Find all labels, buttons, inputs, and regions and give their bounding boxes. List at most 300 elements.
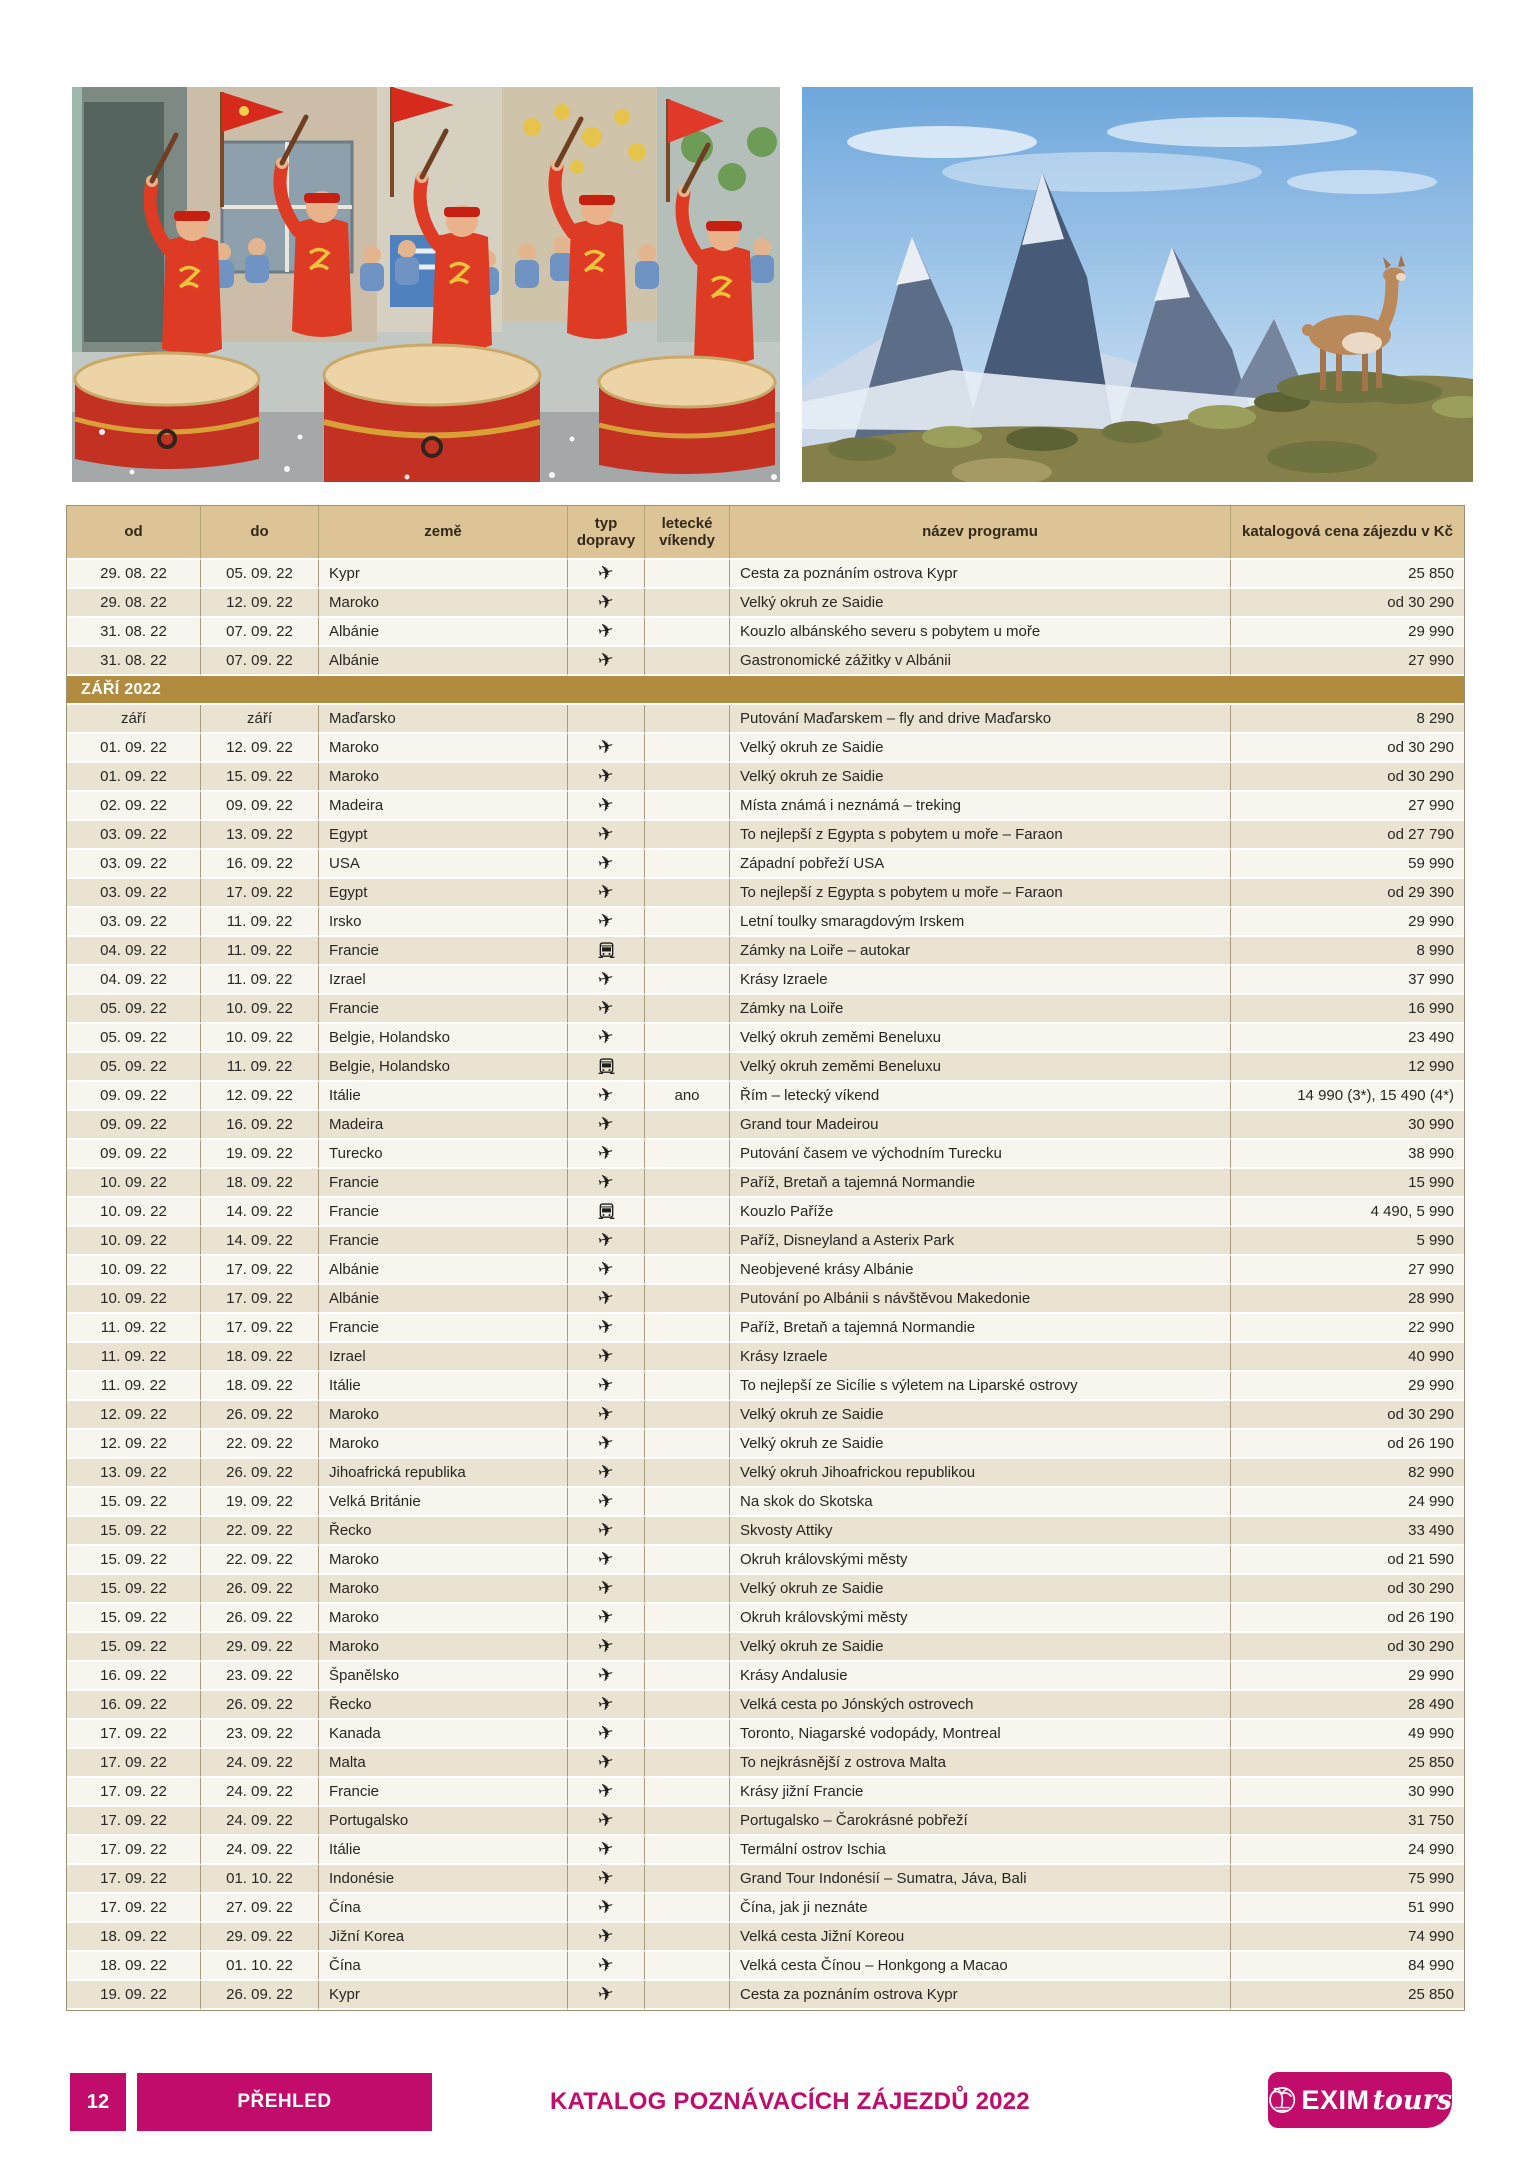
air-weekend-cell bbox=[645, 1662, 730, 1691]
bus-icon bbox=[597, 1057, 616, 1076]
logo-text-tours: tours bbox=[1372, 2084, 1452, 2116]
country-cell: Albánie bbox=[319, 647, 568, 676]
air-weekend-cell bbox=[645, 705, 730, 734]
airplane-icon: ✈ bbox=[595, 1285, 616, 1311]
air-weekend-cell bbox=[645, 1053, 730, 1082]
tour-row bbox=[67, 1836, 1464, 1865]
date-to-cell: 26. 09. 22 bbox=[201, 1691, 319, 1720]
date-to-cell: 17. 09. 22 bbox=[201, 1285, 319, 1314]
date-from-cell: 10. 09. 22 bbox=[67, 1169, 201, 1198]
transport-cell bbox=[568, 705, 645, 734]
date-to-cell: 18. 09. 22 bbox=[201, 1169, 319, 1198]
country-cell: Portugalsko bbox=[319, 1807, 568, 1836]
tour-row bbox=[67, 1169, 1464, 1198]
date-from-cell: 17. 09. 22 bbox=[67, 1720, 201, 1749]
air-weekend-cell bbox=[645, 560, 730, 589]
date-to-cell: 12. 09. 22 bbox=[201, 589, 319, 618]
price-cell: 8 990 bbox=[1231, 937, 1464, 966]
price-cell: 16 990 bbox=[1231, 995, 1464, 1024]
tour-row bbox=[67, 1517, 1464, 1546]
price-cell: 29 990 bbox=[1231, 618, 1464, 647]
transport-cell bbox=[568, 1082, 645, 1111]
air-weekend-cell bbox=[645, 734, 730, 763]
tours-table-body bbox=[67, 560, 1464, 2010]
air-weekend-cell bbox=[645, 1633, 730, 1662]
country-cell: Maroko bbox=[319, 1604, 568, 1633]
airplane-icon: ✈ bbox=[595, 1720, 616, 1746]
country-cell: Egypt bbox=[319, 821, 568, 850]
date-to-cell: 12. 09. 22 bbox=[201, 734, 319, 763]
date-from-cell: 11. 09. 22 bbox=[67, 1372, 201, 1401]
date-from-cell: 29. 08. 22 bbox=[67, 589, 201, 618]
date-to-cell: 22. 09. 22 bbox=[201, 1517, 319, 1546]
program-name-cell: Okruh královskými městy bbox=[730, 1604, 1231, 1633]
transport-cell bbox=[568, 1894, 645, 1923]
date-from-cell: 17. 09. 22 bbox=[67, 1894, 201, 1923]
transport-cell bbox=[568, 734, 645, 763]
date-from-cell: 17. 09. 22 bbox=[67, 1865, 201, 1894]
program-name-cell: Grand Tour Indonésií – Sumatra, Jáva, Bali bbox=[730, 1865, 1231, 1894]
price-cell: 33 490 bbox=[1231, 1517, 1464, 1546]
program-name-cell: Řím – letecký víkend bbox=[730, 1082, 1231, 1111]
air-weekend-cell bbox=[645, 1836, 730, 1865]
price-cell: od 29 390 bbox=[1231, 879, 1464, 908]
country-cell: Maroko bbox=[319, 1430, 568, 1459]
program-name-cell: Toronto, Niagarské vodopády, Montreal bbox=[730, 1720, 1231, 1749]
month-section-row bbox=[67, 676, 1464, 705]
air-weekend-cell bbox=[645, 1024, 730, 1053]
date-from-cell: 17. 09. 22 bbox=[67, 1749, 201, 1778]
transport-cell bbox=[568, 1372, 645, 1401]
program-name-cell: Termální ostrov Ischia bbox=[730, 1836, 1231, 1865]
tour-row bbox=[67, 1343, 1464, 1372]
air-weekend-cell bbox=[645, 1517, 730, 1546]
country-cell: Maroko bbox=[319, 734, 568, 763]
tour-row bbox=[67, 879, 1464, 908]
country-cell: Malta bbox=[319, 1749, 568, 1778]
date-from-cell: 10. 09. 22 bbox=[67, 1285, 201, 1314]
date-from-cell: 09. 09. 22 bbox=[67, 1082, 201, 1111]
program-name-cell: Velký okruh Jihoafrickou republikou bbox=[730, 1459, 1231, 1488]
date-to-cell: 11. 09. 22 bbox=[201, 966, 319, 995]
date-from-cell: 12. 09. 22 bbox=[67, 1401, 201, 1430]
airplane-icon: ✈ bbox=[595, 1662, 616, 1688]
tour-row bbox=[67, 908, 1464, 937]
drums-group bbox=[75, 345, 775, 482]
date-to-cell: 23. 09. 22 bbox=[201, 1662, 319, 1691]
transport-cell bbox=[568, 618, 645, 647]
date-from-cell: 01. 09. 22 bbox=[67, 734, 201, 763]
program-name-cell: Letní toulky smaragdovým Irskem bbox=[730, 908, 1231, 937]
air-weekend-cell bbox=[645, 821, 730, 850]
program-name-cell: Paříž, Bretaň a tajemná Normandie bbox=[730, 1169, 1231, 1198]
air-weekend-cell bbox=[645, 1691, 730, 1720]
date-to-cell: 17. 09. 22 bbox=[201, 879, 319, 908]
country-cell: Albánie bbox=[319, 1285, 568, 1314]
air-weekend-cell bbox=[645, 618, 730, 647]
price-cell: 30 990 bbox=[1231, 1778, 1464, 1807]
tour-row bbox=[67, 995, 1464, 1024]
date-to-cell: 27. 09. 22 bbox=[201, 1894, 319, 1923]
date-from-cell: 10. 09. 22 bbox=[67, 1198, 201, 1227]
airplane-icon: ✈ bbox=[595, 1952, 616, 1978]
column-header-transport-type: typ dopravy bbox=[568, 506, 645, 560]
transport-cell bbox=[568, 1952, 645, 1981]
tour-row bbox=[67, 1604, 1464, 1633]
date-to-cell: 29. 09. 22 bbox=[201, 1923, 319, 1952]
month-section-header: ZÁŘÍ 2022 bbox=[67, 676, 1464, 705]
price-cell: 25 850 bbox=[1231, 560, 1464, 589]
transport-cell bbox=[568, 560, 645, 589]
date-to-cell: 09. 09. 22 bbox=[201, 792, 319, 821]
date-from-cell: 04. 09. 22 bbox=[67, 966, 201, 995]
country-cell: Francie bbox=[319, 1778, 568, 1807]
program-name-cell: Velký okruh ze Saidie bbox=[730, 1575, 1231, 1604]
transport-cell bbox=[568, 1604, 645, 1633]
country-cell: Čína bbox=[319, 1952, 568, 1981]
price-cell: 29 990 bbox=[1231, 1372, 1464, 1401]
airplane-icon: ✈ bbox=[595, 1256, 616, 1282]
tour-row bbox=[67, 1546, 1464, 1575]
airplane-icon: ✈ bbox=[595, 1343, 616, 1369]
transport-cell bbox=[568, 1285, 645, 1314]
date-from-cell: 05. 09. 22 bbox=[67, 1053, 201, 1082]
price-cell: 29 990 bbox=[1231, 908, 1464, 937]
air-weekend-cell bbox=[645, 1488, 730, 1517]
airplane-icon: ✈ bbox=[595, 995, 616, 1021]
price-cell: 28 490 bbox=[1231, 1691, 1464, 1720]
tour-row bbox=[67, 1256, 1464, 1285]
tour-row bbox=[67, 937, 1464, 966]
tour-row bbox=[67, 589, 1464, 618]
date-from-cell: 02. 09. 22 bbox=[67, 792, 201, 821]
date-to-cell: 18. 09. 22 bbox=[201, 1372, 319, 1401]
program-name-cell: Velký okruh ze Saidie bbox=[730, 589, 1231, 618]
column-header-country: země bbox=[319, 506, 568, 560]
country-cell: Španělsko bbox=[319, 1662, 568, 1691]
airplane-icon: ✈ bbox=[595, 821, 616, 847]
country-cell: Francie bbox=[319, 1227, 568, 1256]
airplane-icon: ✈ bbox=[595, 647, 616, 673]
tour-row bbox=[67, 1372, 1464, 1401]
air-weekend-cell bbox=[645, 1343, 730, 1372]
transport-cell bbox=[568, 1227, 645, 1256]
country-cell: Indonésie bbox=[319, 1865, 568, 1894]
transport-cell bbox=[568, 1865, 645, 1894]
country-cell: Řecko bbox=[319, 1691, 568, 1720]
price-cell: 25 850 bbox=[1231, 1981, 1464, 2010]
program-name-cell: Velký okruh zeměmi Beneluxu bbox=[730, 1024, 1231, 1053]
transport-cell bbox=[568, 1807, 645, 1836]
price-cell: 31 750 bbox=[1231, 1807, 1464, 1836]
airplane-icon: ✈ bbox=[595, 1923, 616, 1949]
date-from-cell: 31. 08. 22 bbox=[67, 647, 201, 676]
program-name-cell: Kouzlo albánského severu s pobytem u moře bbox=[730, 618, 1231, 647]
tour-row bbox=[67, 1024, 1464, 1053]
transport-cell bbox=[568, 792, 645, 821]
price-cell: 51 990 bbox=[1231, 1894, 1464, 1923]
country-cell: Čína bbox=[319, 1894, 568, 1923]
program-name-cell: Krásy jižní Francie bbox=[730, 1778, 1231, 1807]
program-name-cell: To nejlepší z Egypta s pobytem u moře – Faraon bbox=[730, 821, 1231, 850]
date-from-cell: 03. 09. 22 bbox=[67, 850, 201, 879]
airplane-icon: ✈ bbox=[595, 763, 616, 789]
air-weekend-cell bbox=[645, 1923, 730, 1952]
airplane-icon: ✈ bbox=[595, 1749, 616, 1775]
price-cell: 8 290 bbox=[1231, 705, 1464, 734]
tour-row bbox=[67, 850, 1464, 879]
tour-row bbox=[67, 1807, 1464, 1836]
air-weekend-cell bbox=[645, 1459, 730, 1488]
date-from-cell: 16. 09. 22 bbox=[67, 1662, 201, 1691]
country-cell: Maroko bbox=[319, 589, 568, 618]
price-cell: 75 990 bbox=[1231, 1865, 1464, 1894]
program-name-cell: Zámky na Loiře bbox=[730, 995, 1231, 1024]
country-cell: Francie bbox=[319, 937, 568, 966]
country-cell: Maroko bbox=[319, 1546, 568, 1575]
price-cell: 37 990 bbox=[1231, 966, 1464, 995]
transport-cell bbox=[568, 1169, 645, 1198]
air-weekend-cell bbox=[645, 1401, 730, 1430]
date-to-cell: 10. 09. 22 bbox=[201, 995, 319, 1024]
date-from-cell: 15. 09. 22 bbox=[67, 1633, 201, 1662]
date-from-cell: 15. 09. 22 bbox=[67, 1546, 201, 1575]
program-name-cell: Kouzlo Paříže bbox=[730, 1198, 1231, 1227]
airplane-icon: ✈ bbox=[595, 1111, 616, 1137]
air-weekend-cell bbox=[645, 1372, 730, 1401]
section-label: PŘEHLED bbox=[137, 2073, 432, 2131]
transport-cell bbox=[568, 1923, 645, 1952]
date-from-cell: 03. 09. 22 bbox=[67, 821, 201, 850]
program-name-cell: Velký okruh ze Saidie bbox=[730, 734, 1231, 763]
date-to-cell: 19. 09. 22 bbox=[201, 1140, 319, 1169]
airplane-icon: ✈ bbox=[595, 1314, 616, 1340]
date-to-cell: 14. 09. 22 bbox=[201, 1227, 319, 1256]
transport-cell bbox=[568, 821, 645, 850]
airplane-icon: ✈ bbox=[595, 1169, 616, 1195]
transport-cell bbox=[568, 1111, 645, 1140]
date-to-cell: 10. 09. 22 bbox=[201, 1024, 319, 1053]
date-to-cell: 23. 09. 22 bbox=[201, 1720, 319, 1749]
airplane-icon: ✈ bbox=[595, 1024, 616, 1050]
country-cell: Egypt bbox=[319, 879, 568, 908]
tour-row bbox=[67, 1778, 1464, 1807]
exim-tours-logo bbox=[1268, 2072, 1452, 2128]
date-to-cell: 16. 09. 22 bbox=[201, 850, 319, 879]
transport-cell bbox=[568, 647, 645, 676]
airplane-icon: ✈ bbox=[595, 966, 616, 992]
tour-row bbox=[67, 1401, 1464, 1430]
country-cell: Itálie bbox=[319, 1372, 568, 1401]
logo-text-exim: EXIM bbox=[1301, 2084, 1370, 2115]
date-to-cell: 16. 09. 22 bbox=[201, 1111, 319, 1140]
price-cell: 24 990 bbox=[1231, 1488, 1464, 1517]
transport-cell bbox=[568, 1691, 645, 1720]
date-from-cell: 15. 09. 22 bbox=[67, 1517, 201, 1546]
program-name-cell: To nejlepší ze Sicílie s výletem na Liparské ostrovy bbox=[730, 1372, 1231, 1401]
program-name-cell: Paříž, Bretaň a tajemná Normandie bbox=[730, 1314, 1231, 1343]
date-from-cell: 15. 09. 22 bbox=[67, 1575, 201, 1604]
tour-row bbox=[67, 1488, 1464, 1517]
air-weekend-cell bbox=[645, 763, 730, 792]
transport-cell bbox=[568, 1517, 645, 1546]
transport-cell bbox=[568, 850, 645, 879]
country-cell: Francie bbox=[319, 1198, 568, 1227]
date-from-cell: 03. 09. 22 bbox=[67, 908, 201, 937]
country-cell: Madeira bbox=[319, 792, 568, 821]
price-cell: od 30 290 bbox=[1231, 734, 1464, 763]
program-name-cell: Velký okruh ze Saidie bbox=[730, 763, 1231, 792]
date-to-cell: 29. 09. 22 bbox=[201, 1633, 319, 1662]
date-from-cell: 18. 09. 22 bbox=[67, 1923, 201, 1952]
country-cell: Izrael bbox=[319, 966, 568, 995]
country-cell: Albánie bbox=[319, 618, 568, 647]
tour-row bbox=[67, 1749, 1464, 1778]
photo-festival-drummers bbox=[72, 87, 780, 482]
date-to-cell: 15. 09. 22 bbox=[201, 763, 319, 792]
air-weekend-cell bbox=[645, 792, 730, 821]
tour-row bbox=[67, 705, 1464, 734]
air-weekend-cell bbox=[645, 1981, 730, 2010]
country-cell: Irsko bbox=[319, 908, 568, 937]
tour-row bbox=[67, 1430, 1464, 1459]
program-name-cell: Krásy Izraele bbox=[730, 1343, 1231, 1372]
tour-row bbox=[67, 1459, 1464, 1488]
air-weekend-cell bbox=[645, 1314, 730, 1343]
transport-cell bbox=[568, 1430, 645, 1459]
date-to-cell: 24. 09. 22 bbox=[201, 1778, 319, 1807]
country-cell: Izrael bbox=[319, 1343, 568, 1372]
tour-row bbox=[67, 734, 1464, 763]
date-from-cell: 15. 09. 22 bbox=[67, 1604, 201, 1633]
date-from-cell: 11. 09. 22 bbox=[67, 1343, 201, 1372]
price-cell: 59 990 bbox=[1231, 850, 1464, 879]
transport-cell bbox=[568, 1836, 645, 1865]
air-weekend-cell bbox=[645, 1778, 730, 1807]
airplane-icon: ✈ bbox=[595, 792, 616, 818]
program-name-cell: Putování časem ve východním Turecku bbox=[730, 1140, 1231, 1169]
price-cell: 74 990 bbox=[1231, 1923, 1464, 1952]
airplane-icon: ✈ bbox=[595, 1894, 616, 1920]
air-weekend-cell bbox=[645, 1256, 730, 1285]
date-to-cell: 13. 09. 22 bbox=[201, 821, 319, 850]
date-to-cell: 17. 09. 22 bbox=[201, 1314, 319, 1343]
price-cell: od 26 190 bbox=[1231, 1430, 1464, 1459]
program-name-cell: Velká cesta Jižní Koreou bbox=[730, 1923, 1231, 1952]
airplane-icon: ✈ bbox=[595, 1546, 616, 1572]
country-cell: Itálie bbox=[319, 1082, 568, 1111]
date-to-cell: 24. 09. 22 bbox=[201, 1749, 319, 1778]
airplane-icon: ✈ bbox=[595, 1459, 616, 1485]
date-to-cell: 11. 09. 22 bbox=[201, 908, 319, 937]
column-header-program-name: název programu bbox=[730, 506, 1231, 560]
price-cell: od 30 290 bbox=[1231, 1633, 1464, 1662]
price-cell: 49 990 bbox=[1231, 1720, 1464, 1749]
program-name-cell: Skvosty Attiky bbox=[730, 1517, 1231, 1546]
country-cell: Belgie, Holandsko bbox=[319, 1053, 568, 1082]
country-cell: Maďarsko bbox=[319, 705, 568, 734]
transport-cell bbox=[568, 908, 645, 937]
tour-row bbox=[67, 1662, 1464, 1691]
airplane-icon: ✈ bbox=[595, 1227, 616, 1253]
program-name-cell: To nejkrásnější z ostrova Malta bbox=[730, 1749, 1231, 1778]
program-name-cell: Velký okruh ze Saidie bbox=[730, 1401, 1231, 1430]
airplane-icon: ✈ bbox=[595, 589, 616, 615]
date-to-cell: 24. 09. 22 bbox=[201, 1807, 319, 1836]
date-from-cell: 17. 09. 22 bbox=[67, 1807, 201, 1836]
price-cell: 15 990 bbox=[1231, 1169, 1464, 1198]
airplane-icon: ✈ bbox=[595, 1082, 616, 1108]
program-name-cell: Krásy Izraele bbox=[730, 966, 1231, 995]
air-weekend-cell bbox=[645, 1720, 730, 1749]
airplane-icon: ✈ bbox=[595, 1140, 616, 1166]
date-from-cell: 03. 09. 22 bbox=[67, 879, 201, 908]
price-cell: 30 990 bbox=[1231, 1111, 1464, 1140]
airplane-icon: ✈ bbox=[595, 734, 616, 760]
date-from-cell: 17. 09. 22 bbox=[67, 1778, 201, 1807]
date-to-cell: 26. 09. 22 bbox=[201, 1604, 319, 1633]
column-header-catalog-price: katalogová cena zájezdu v Kč bbox=[1231, 506, 1464, 560]
program-name-cell: Krásy Andalusie bbox=[730, 1662, 1231, 1691]
price-cell: od 30 290 bbox=[1231, 1401, 1464, 1430]
tours-table bbox=[66, 505, 1465, 2011]
date-from-cell: 05. 09. 22 bbox=[67, 995, 201, 1024]
program-name-cell: Velký okruh ze Saidie bbox=[730, 1633, 1231, 1662]
date-to-cell: 22. 09. 22 bbox=[201, 1430, 319, 1459]
price-cell: 38 990 bbox=[1231, 1140, 1464, 1169]
tour-row bbox=[67, 1053, 1464, 1082]
airplane-icon: ✈ bbox=[595, 1430, 616, 1456]
date-from-cell: 19. 09. 22 bbox=[67, 1981, 201, 2010]
palm-tree-icon bbox=[1268, 2082, 1296, 2118]
date-from-cell: 04. 09. 22 bbox=[67, 937, 201, 966]
date-to-cell: 12. 09. 22 bbox=[201, 1082, 319, 1111]
air-weekend-cell bbox=[645, 1198, 730, 1227]
date-from-cell: 10. 09. 22 bbox=[67, 1256, 201, 1285]
country-cell: Kanada bbox=[319, 1720, 568, 1749]
country-cell: Kypr bbox=[319, 560, 568, 589]
airplane-icon: ✈ bbox=[595, 1401, 616, 1427]
tour-row bbox=[67, 1227, 1464, 1256]
tour-row bbox=[67, 1198, 1464, 1227]
date-from-cell: 17. 09. 22 bbox=[67, 1836, 201, 1865]
transport-cell bbox=[568, 763, 645, 792]
price-cell: 27 990 bbox=[1231, 792, 1464, 821]
country-cell: Francie bbox=[319, 1169, 568, 1198]
program-name-cell: Západní pobřeží USA bbox=[730, 850, 1231, 879]
air-weekend-cell bbox=[645, 647, 730, 676]
transport-cell bbox=[568, 1720, 645, 1749]
date-to-cell: 07. 09. 22 bbox=[201, 647, 319, 676]
country-cell: Jižní Korea bbox=[319, 1923, 568, 1952]
program-name-cell: Cesta za poznáním ostrova Kypr bbox=[730, 1981, 1231, 2010]
price-cell: od 27 790 bbox=[1231, 821, 1464, 850]
airplane-icon: ✈ bbox=[595, 1691, 616, 1717]
price-cell: 5 990 bbox=[1231, 1227, 1464, 1256]
price-cell: od 30 290 bbox=[1231, 763, 1464, 792]
program-name-cell: Paříž, Disneyland a Asterix Park bbox=[730, 1227, 1231, 1256]
program-name-cell: Putování Maďarskem – fly and drive Maďarsko bbox=[730, 705, 1231, 734]
air-weekend-cell bbox=[645, 1604, 730, 1633]
date-to-cell: 11. 09. 22 bbox=[201, 1053, 319, 1082]
date-from-cell: 09. 09. 22 bbox=[67, 1111, 201, 1140]
country-cell: Velká Británie bbox=[319, 1488, 568, 1517]
air-weekend-cell bbox=[645, 850, 730, 879]
air-weekend-cell bbox=[645, 1546, 730, 1575]
date-to-cell: 07. 09. 22 bbox=[201, 618, 319, 647]
page-number: 12 bbox=[70, 2073, 126, 2131]
tour-row bbox=[67, 1082, 1464, 1111]
